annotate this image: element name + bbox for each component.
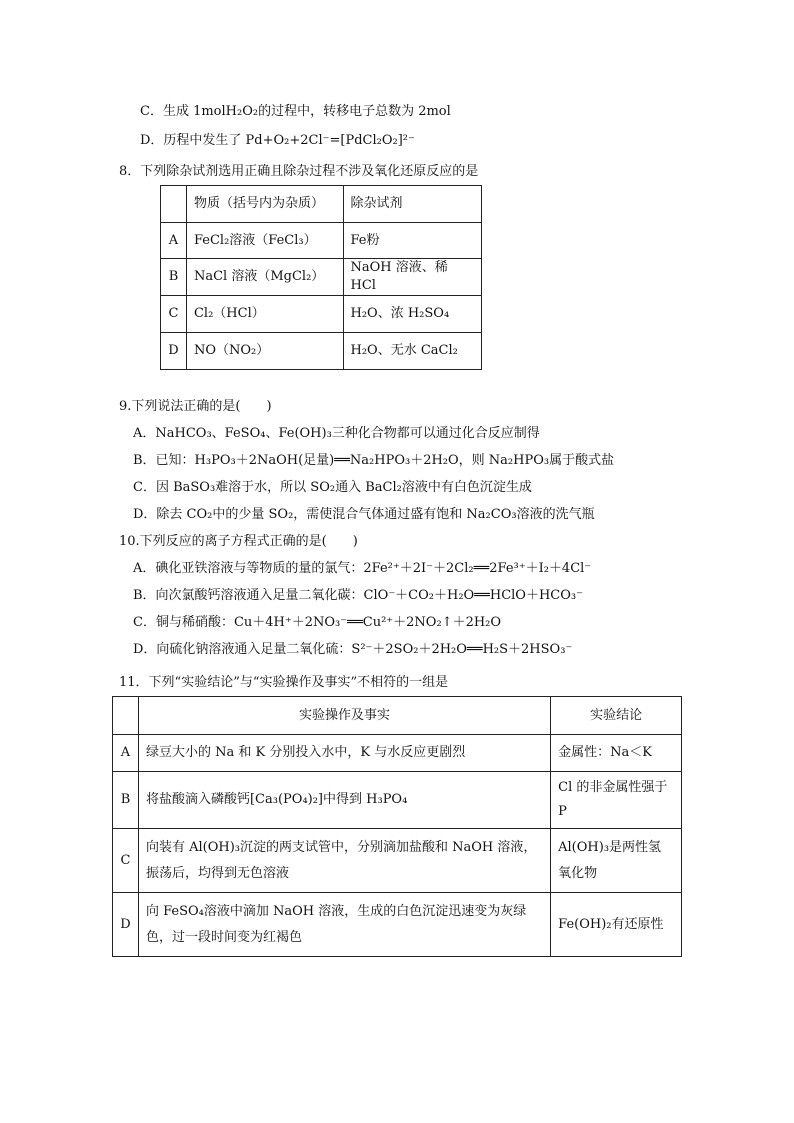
substance-cell: NO（NO₂） bbox=[186, 333, 343, 370]
q10-stem: 10.下列反应的离子方程式正确的是( ) bbox=[119, 534, 358, 549]
reagent-cell: H₂O、无水 CaCl₂ bbox=[343, 333, 482, 370]
q7-option-d: D．历程中发生了 Pd+O₂+2Cl⁻=[PdCl₂O₂]²⁻ bbox=[140, 133, 415, 148]
row-label: A bbox=[113, 735, 139, 772]
conclusion-cell: Cl 的非金属性强于 P bbox=[551, 772, 682, 829]
q11-header-conclusion: 实验结论 bbox=[551, 697, 682, 735]
reagent-cell: NaOH 溶液、稀 HCl bbox=[343, 259, 482, 296]
table-row bbox=[113, 772, 682, 829]
q10-option-d: D．向硫化钠溶液通入足量二氧化硫：S²⁻＋2SO₂＋2H₂O══H₂S＋2HSO₃⁻ bbox=[133, 642, 573, 657]
q9-option-c: C．因 BaSO₃难溶于水，所以 SO₂通入 BaCl₂溶液中有白色沉淀生成 bbox=[133, 480, 532, 495]
q11-header-blank bbox=[113, 697, 139, 735]
table-row bbox=[161, 259, 482, 296]
reagent-cell: H₂O、浓 H₂SO₄ bbox=[343, 296, 482, 333]
table-row bbox=[161, 223, 482, 259]
substance-cell: FeCl₂溶液（FeCl₃） bbox=[186, 223, 343, 259]
table-row bbox=[113, 893, 682, 957]
q10-option-b: B．向次氯酸钙溶液通入足量二氧化碳：ClO⁻＋CO₂＋H₂O══HClO＋HCO₃⁻ bbox=[133, 588, 583, 603]
q10-option-c: C．铜与稀硝酸：Cu＋4H⁺＋2NO₃⁻══Cu²⁺＋2NO₂↑＋2H₂O bbox=[133, 615, 502, 630]
q9-option-d: D．除去 CO₂中的少量 SO₂，需使混合气体通过盛有饱和 Na₂CO₃溶液的洗气瓶 bbox=[133, 507, 595, 522]
substance-cell: NaCl 溶液（MgCl₂） bbox=[186, 259, 343, 296]
q8-table bbox=[160, 185, 482, 370]
reagent-cell: Fe粉 bbox=[343, 223, 482, 259]
q9-stem: 9.下列说法正确的是( ) bbox=[119, 399, 272, 414]
conclusion-cell: Al(OH)₃是两性氢 氧化物 bbox=[551, 829, 682, 893]
q7-option-c: C．生成 1molH₂O₂的过程中，转移电子总数为 2mol bbox=[140, 104, 451, 119]
operation-cell: 将盐酸滴入磷酸钙[Ca₃(PO₄)₂]中得到 H₃PO₄ bbox=[138, 772, 550, 829]
operation-cell: 向装有 Al(OH)₃沉淀的两支试管中，分别滴加盐酸和 NaOH 溶液， 振荡后，均得到无色溶液 bbox=[138, 829, 550, 893]
table-row bbox=[161, 333, 482, 370]
row-label: C bbox=[161, 296, 187, 333]
table-row bbox=[113, 735, 682, 772]
table-row bbox=[113, 829, 682, 893]
q8-stem: 8．下列除杂试剂选用正确且除杂过程不涉及氧化还原反应的是 bbox=[119, 164, 479, 179]
q8-header-blank bbox=[161, 186, 187, 223]
operation-cell: 向 FeSO₄溶液中滴加 NaOH 溶液，生成的白色沉淀迅速变为灰绿 色，过一段时间变为红褐色 bbox=[138, 893, 550, 957]
conclusion-cell: Fe(OH)₂有还原性 bbox=[551, 893, 682, 957]
row-label: C bbox=[113, 829, 139, 893]
q11-table bbox=[112, 696, 682, 957]
q9-option-b: B．已知：H₃PO₃＋2NaOH(足量)══Na₂HPO₃＋2H₂O，则 Na₂HPO₃属于酸式盐 bbox=[133, 453, 615, 468]
q10-option-a: A．碘化亚铁溶液与等物质的量的氯气：2Fe²⁺＋2I⁻＋2Cl₂══2Fe³⁺＋I₂＋4Cl⁻ bbox=[133, 561, 592, 576]
conclusion-cell: 金属性：Na＜K bbox=[551, 735, 682, 772]
row-label: D bbox=[113, 893, 139, 957]
q8-header-reagent: 除杂试剂 bbox=[343, 186, 482, 223]
q11-table-header-row bbox=[113, 697, 682, 735]
operation-cell: 绿豆大小的 Na 和 K 分别投入水中，K 与水反应更剧烈 bbox=[138, 735, 550, 772]
q9-option-a: A．NaHCO₃、FeSO₄、Fe(OH)₃三种化合物都可以通过化合反应制得 bbox=[133, 426, 540, 441]
q11-stem: 11．下列“实验结论”与“实验操作及事实”不相符的一组是 bbox=[119, 675, 449, 690]
row-label: B bbox=[113, 772, 139, 829]
table-row bbox=[161, 296, 482, 333]
substance-cell: Cl₂（HCl） bbox=[186, 296, 343, 333]
row-label: D bbox=[161, 333, 187, 370]
q8-header-substance: 物质（括号内为杂质） bbox=[186, 186, 343, 223]
q8-table-header-row bbox=[161, 186, 482, 223]
row-label: B bbox=[161, 259, 187, 296]
q11-header-operation: 实验操作及事实 bbox=[138, 697, 550, 735]
row-label: A bbox=[161, 223, 187, 259]
